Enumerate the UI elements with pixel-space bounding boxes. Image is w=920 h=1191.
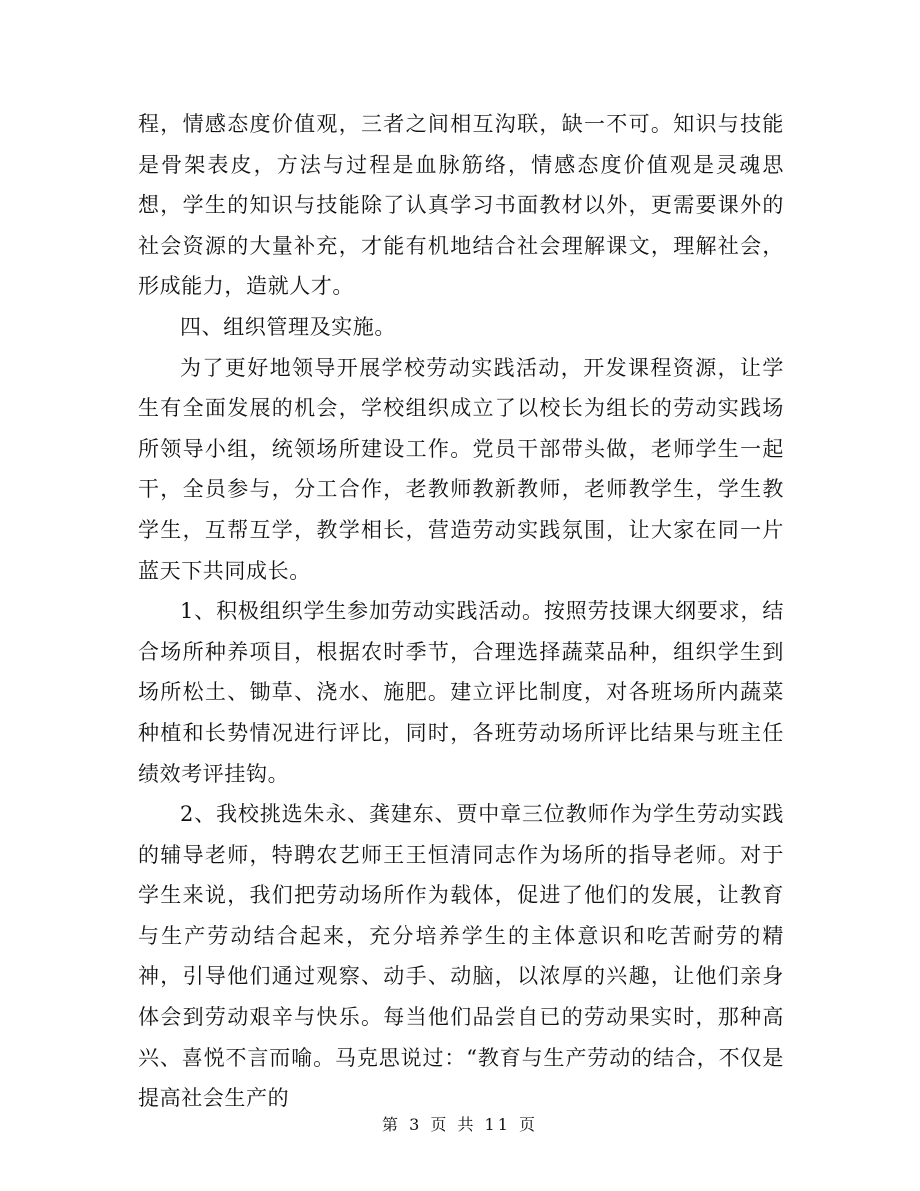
paragraph-continuation: 程，情感态度价值观，三者之间相互沟联，缺一不可。知识与技能是骨架表皮，方法与过程是血脉筋络，情感态度价值观是灵魂思想，学生的知识与技能除了认真学习书面教材以外，更需要课外的社会资源的大量补充，才能有机地结合社会理解课文，理解社会，形成能力，造就人才。 — [138, 112, 784, 299]
document-body — [138, 104, 784, 1119]
section-heading: 四、组织管理及实施。 — [180, 314, 396, 339]
page-number-footer: 第 3 页 共 11 页 — [382, 1115, 538, 1134]
paragraph-organization: 为了更好地领导开展学校劳动实践活动，开发课程资源，让学生有全面发展的机会，学校组织成立了以校长为组长的劳动实践场所领导小组，统领场所建设工作。党员干部带头做，老师学生一起干，全员参与，分工合作，老教师教新教师，老师教学生，学生教学生，互帮互学，教学相长，营造劳动实践氛围，让大家在同一片蓝天下共同成长。 — [138, 355, 784, 583]
paragraph-item-2: 2、我校挑选朱永、龚建东、贾中章三位教师作为学生劳动实践的辅导老师，特聘农艺师王王恒清同志作为场所的指导老师。对于学生来说，我们把劳动场所作为载体，促进了他们的发展，让教育与生产劳动结合起来，充分培养学生的主体意识和吃苦耐劳的精神，引导他们通过观察、动手、动脑，以浓厚的兴趣，让他们亲身体会到劳动艰辛与快乐。每当他们品尝自已的劳动果实时，那种高兴、喜悦不言而喻。马克思说过：“教育与生产劳动的结合，不仅是提高社会生产的 — [138, 802, 784, 1111]
paragraph-item-1: 1、积极组织学生参加劳动实践活动。按照劳技课大纲要求，结合场所种养项目，根据农时季节，合理选择蔬菜品种，组织学生到场所松土、锄草、浇水、施肥。建立评比制度，对各班场所内蔬菜种植和长势情况进行评比，同时，各班劳动场所评比结果与班主任绩效考评挂钩。 — [138, 599, 784, 786]
